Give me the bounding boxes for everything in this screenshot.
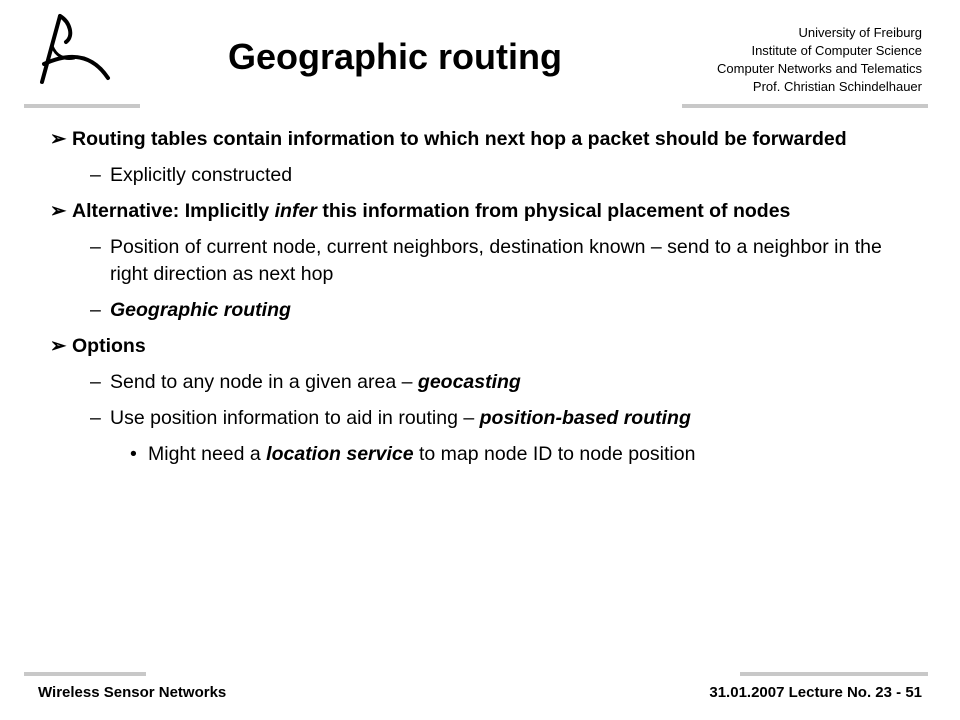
bullet-text: this information from physical placement of nodes xyxy=(316,200,791,222)
dash-bullet-icon: – xyxy=(90,236,101,258)
bullet-text: Might need a xyxy=(148,443,267,465)
header-rule-left xyxy=(24,104,140,108)
bullet-text: Explicitly constructed xyxy=(110,164,293,186)
bullet-emphasis: position-based routing xyxy=(479,407,691,429)
sub-bullet-position xyxy=(90,234,910,288)
dash-bullet-icon: – xyxy=(90,299,101,321)
slide-content xyxy=(50,126,910,477)
footer-rule-left xyxy=(24,672,146,676)
dash-bullet-icon: – xyxy=(90,371,101,393)
sub-sub-bullet-location-service xyxy=(130,441,910,468)
sub-bullet-geographic-routing xyxy=(90,297,910,324)
institution-line: Computer Networks and Telematics xyxy=(717,61,922,76)
sub-bullet-geocasting xyxy=(90,369,910,396)
arrow-bullet-icon: ➢ xyxy=(50,200,67,222)
institution-line: Prof. Christian Schindelhauer xyxy=(752,79,922,94)
institution-line: Institute of Computer Science xyxy=(751,43,922,58)
bullet-routing-tables xyxy=(50,126,910,153)
bullet-text: Send to any node in a given area – xyxy=(110,371,418,393)
institution-line: University of Freiburg xyxy=(798,25,922,40)
dot-bullet-icon: • xyxy=(130,443,137,465)
bullet-text: Use position information to aid in routing – xyxy=(110,407,480,429)
bullet-text: Alternative: Implicitly xyxy=(72,200,275,222)
arrow-bullet-icon: ➢ xyxy=(50,128,67,150)
bullet-text: Routing tables contain information to which next hop a packet should be forwarded xyxy=(72,128,847,150)
dash-bullet-icon: – xyxy=(90,164,101,186)
bullet-emphasis: infer xyxy=(274,200,317,222)
footer-course-name: Wireless Sensor Networks xyxy=(38,684,227,701)
bullet-alternative xyxy=(50,198,910,225)
bullet-text: Options xyxy=(72,335,146,357)
bullet-emphasis: location service xyxy=(266,443,414,465)
bullet-emphasis: geocasting xyxy=(417,371,521,393)
institution-info xyxy=(717,24,922,96)
bullet-text: Geographic routing xyxy=(110,299,291,321)
dash-bullet-icon: – xyxy=(90,407,101,429)
header-rule-right xyxy=(682,104,928,108)
sub-bullet-position-based xyxy=(90,405,910,432)
university-logo-icon xyxy=(30,12,120,92)
sub-bullet-explicit xyxy=(90,162,910,189)
arrow-bullet-icon: ➢ xyxy=(50,335,67,357)
bullet-text: to map node ID to node position xyxy=(413,443,696,465)
bullet-text: Position of current node, current neighbors, destination known – send to a neighbor in the right direction as next hop xyxy=(110,236,882,285)
footer-rule-right xyxy=(740,672,928,676)
slide-title: Geographic routing xyxy=(228,36,563,77)
footer-lecture-info: 31.01.2007 Lecture No. 23 - 51 xyxy=(709,684,922,701)
bullet-options xyxy=(50,333,910,360)
